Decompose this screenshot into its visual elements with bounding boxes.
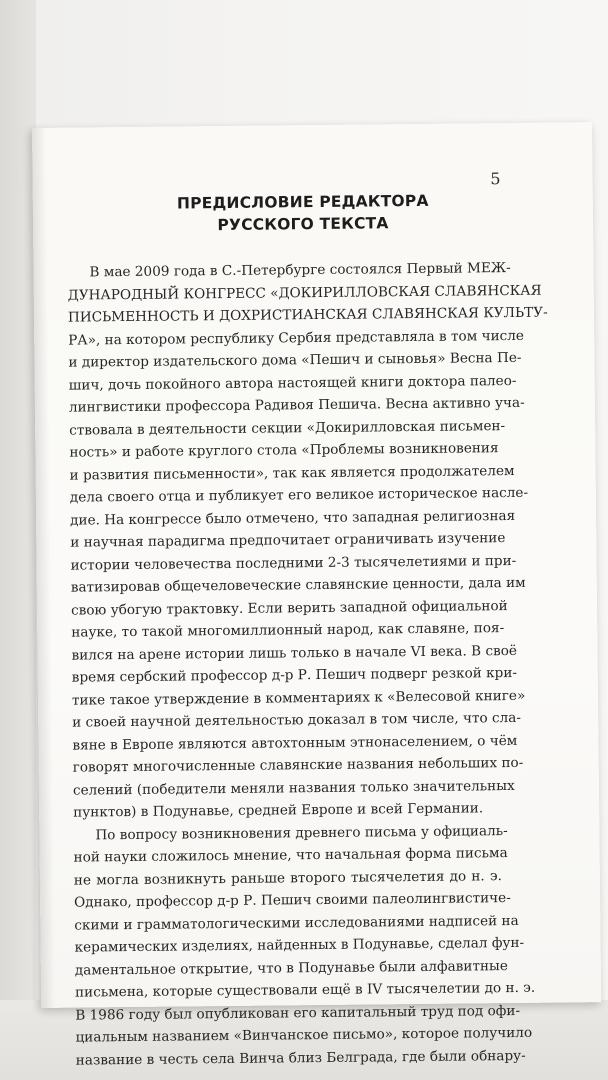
text-line: скими и грамматологическими исследованиями надписей на bbox=[74, 912, 519, 934]
body-text bbox=[67, 257, 548, 1071]
text-line: ПИСЬМЕННОСТЬ И ДОХРИСТИАНСКАЯ СЛАВЯНСКАЯ КУЛЬТУ- bbox=[67, 304, 548, 326]
chapter-title-line-2: РУССКОГО ТЕКСТА bbox=[217, 214, 389, 235]
text-line: не могла возникнуть раньше второго тысячелетия до н. э. bbox=[73, 867, 502, 889]
text-line: лингвистики профессора Радивоя Пешича. Весна активно уча- bbox=[68, 394, 525, 416]
text-line: ной науки сложилось мнение, что начальная форма письма bbox=[73, 845, 508, 866]
text-line: и директор издательского дома «Пешич и сыновья» Весна Пе- bbox=[68, 349, 522, 371]
text-line: вяне в Европе являются автохтонным этнонаселением, о чём bbox=[72, 732, 518, 754]
text-line: письмена, которые существовали ещё в IV тысячелетии до н. э. bbox=[74, 979, 536, 1001]
text-line: шич, дочь покойного автора настоящей книги доктора палео- bbox=[68, 372, 517, 394]
text-line: и своей научной деятельностью доказал в том числе, что сла- bbox=[72, 709, 522, 731]
text-line: говорят многочисленные славянские названия небольших по- bbox=[72, 754, 524, 776]
text-line: название в честь села Винча близ Белграда, где были обнару- bbox=[75, 1047, 526, 1069]
page-number: 5 bbox=[490, 169, 501, 189]
text-line: науке, то такой многомиллионный народ, как славяне, поя- bbox=[71, 620, 505, 641]
text-line: ствовала в деятельности секции «Докирилловская письмен- bbox=[69, 417, 506, 439]
text-line: время сербский профессор д-р Р. Пешич подверг резкой кри- bbox=[71, 664, 518, 686]
text-line: даментальное открытие, что в Подунавье были алфавитные bbox=[74, 957, 508, 979]
text-line: тике такое утверждение в комментариях к «Велесовой книге» bbox=[71, 687, 526, 709]
text-line: ность» и работе круглого стола «Проблемы возникновения bbox=[69, 440, 499, 461]
text-line: ДУНАРОДНЫЙ КОНГРЕСС «ДОКИРИЛЛОВСКАЯ СЛАВЯНСКАЯ bbox=[67, 282, 542, 304]
text-line: РА», на котором республику Сербия представляла в том числе bbox=[68, 327, 525, 349]
book-page bbox=[32, 122, 601, 1069]
text-line: истории человечества последними 2-3 тысячелетиями и при- bbox=[70, 552, 517, 574]
text-line: Однако, профессор д-р Р. Пешич своими палеолингвистиче- bbox=[74, 890, 511, 911]
text-line: дела своего отца и публикует его великое историческое насле- bbox=[69, 484, 529, 506]
text-line: и научная парадигма предпочитает ограничивать изучение bbox=[70, 530, 506, 551]
text-line: По вопросу возникновения древнего письма у официаль- bbox=[95, 822, 508, 843]
text-line: дие. На конгрессе было отмечено, что западная религиозная bbox=[70, 507, 516, 529]
text-line: керамических изделиях, найденных в Подунавье, сделал фун- bbox=[74, 934, 525, 956]
text-line: циальным названием «Винчанское письмо», которое получило bbox=[75, 1024, 533, 1046]
chapter-title-line-1: ПРЕДИСЛОВИЕ РЕДАКТОРА bbox=[176, 191, 429, 213]
text-line: и развития письменности», так как является продолжателем bbox=[69, 462, 515, 484]
text-line: В 1986 году был опубликован его капитальный труд под офи- bbox=[75, 1002, 521, 1024]
text-line: ватизировав общечеловеческие славянские ценности, дала им bbox=[70, 574, 526, 596]
text-line: В мае 2009 года в С.-Петербурге состоялся Первый МЕЖ- bbox=[89, 259, 511, 281]
text-line: свою убогую трактовку. Если верить западной официальной bbox=[70, 597, 508, 619]
text-line: вился на арене истории лишь только в начале VI века. В своё bbox=[71, 642, 518, 664]
background-left bbox=[0, 0, 36, 1080]
text-line: селений (победители меняли названия только значительных bbox=[72, 777, 515, 799]
text-line: пунктов) в Подунавье, средней Европе и всей Германии. bbox=[73, 800, 484, 821]
